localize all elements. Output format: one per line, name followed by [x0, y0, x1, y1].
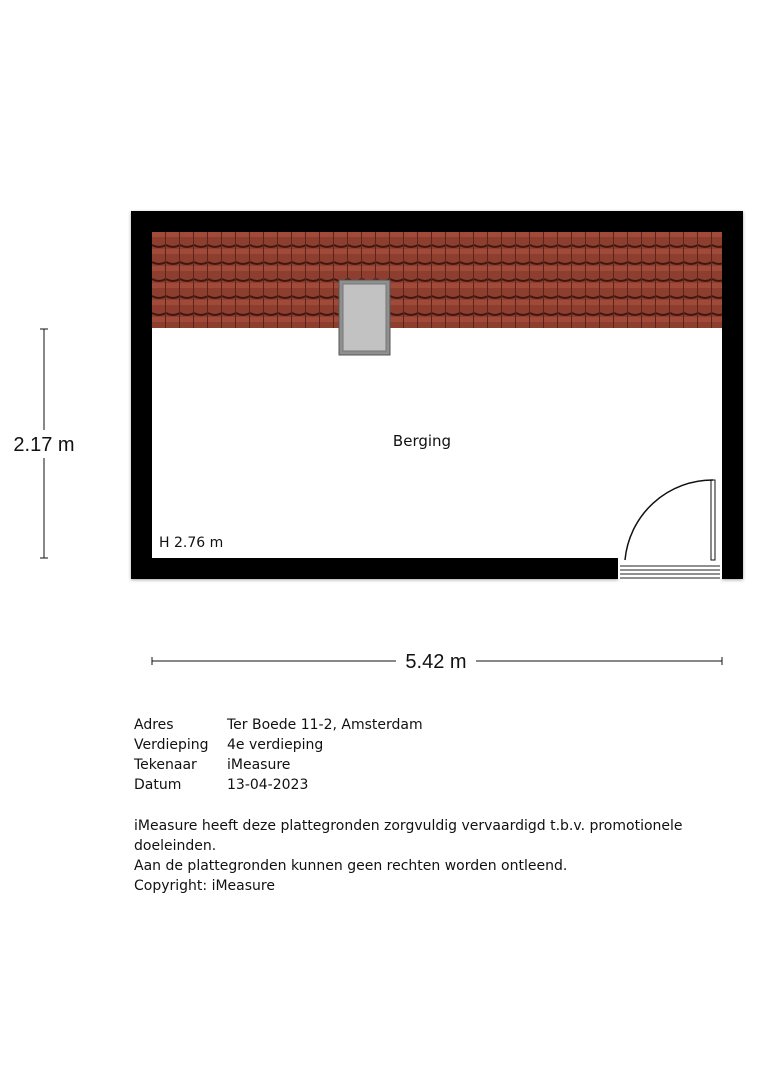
info-value: 13-04-2023	[227, 777, 309, 793]
height-dimension	[13, 329, 74, 558]
info-value: 4e verdieping	[227, 737, 324, 753]
info-key: Adres	[134, 717, 174, 733]
door-threshold	[618, 558, 722, 579]
info-key: Tekenaar	[134, 757, 197, 773]
skylight	[339, 280, 390, 355]
height-dimension-label: 2.17 m	[13, 434, 75, 456]
roof-tiles	[152, 232, 722, 328]
wall-bottom	[131, 558, 618, 579]
disclaimer	[134, 816, 763, 896]
info-value: iMeasure	[227, 757, 291, 773]
info-key: Datum	[134, 777, 182, 793]
info-row-verdieping	[134, 735, 423, 755]
wall-top	[131, 211, 743, 232]
info-row-adres	[134, 715, 423, 735]
copyright-line: Copyright: iMeasure	[134, 878, 275, 894]
width-dimension	[152, 651, 722, 673]
height-label: H 2.76 m	[159, 535, 224, 551]
info-row-tekenaar	[134, 755, 423, 775]
wall-left	[131, 211, 152, 579]
info-value: Ter Boede 11-2, Amsterdam	[227, 717, 423, 733]
disclaimer-line: iMeasure heeft deze plattegronden zorgvuldig vervaardigd t.b.v. promotionele doeleinden.	[134, 818, 683, 854]
door-leaf	[711, 480, 715, 560]
info-row-datum	[134, 775, 423, 795]
wall-right	[722, 211, 743, 579]
info-key: Verdieping	[134, 737, 209, 753]
info-table	[134, 715, 423, 795]
width-dimension-label: 5.42 m	[405, 651, 467, 673]
room-label: Berging	[392, 432, 452, 450]
disclaimer-line: Aan de plattegronden kunnen geen rechten worden ontleend.	[134, 858, 568, 874]
